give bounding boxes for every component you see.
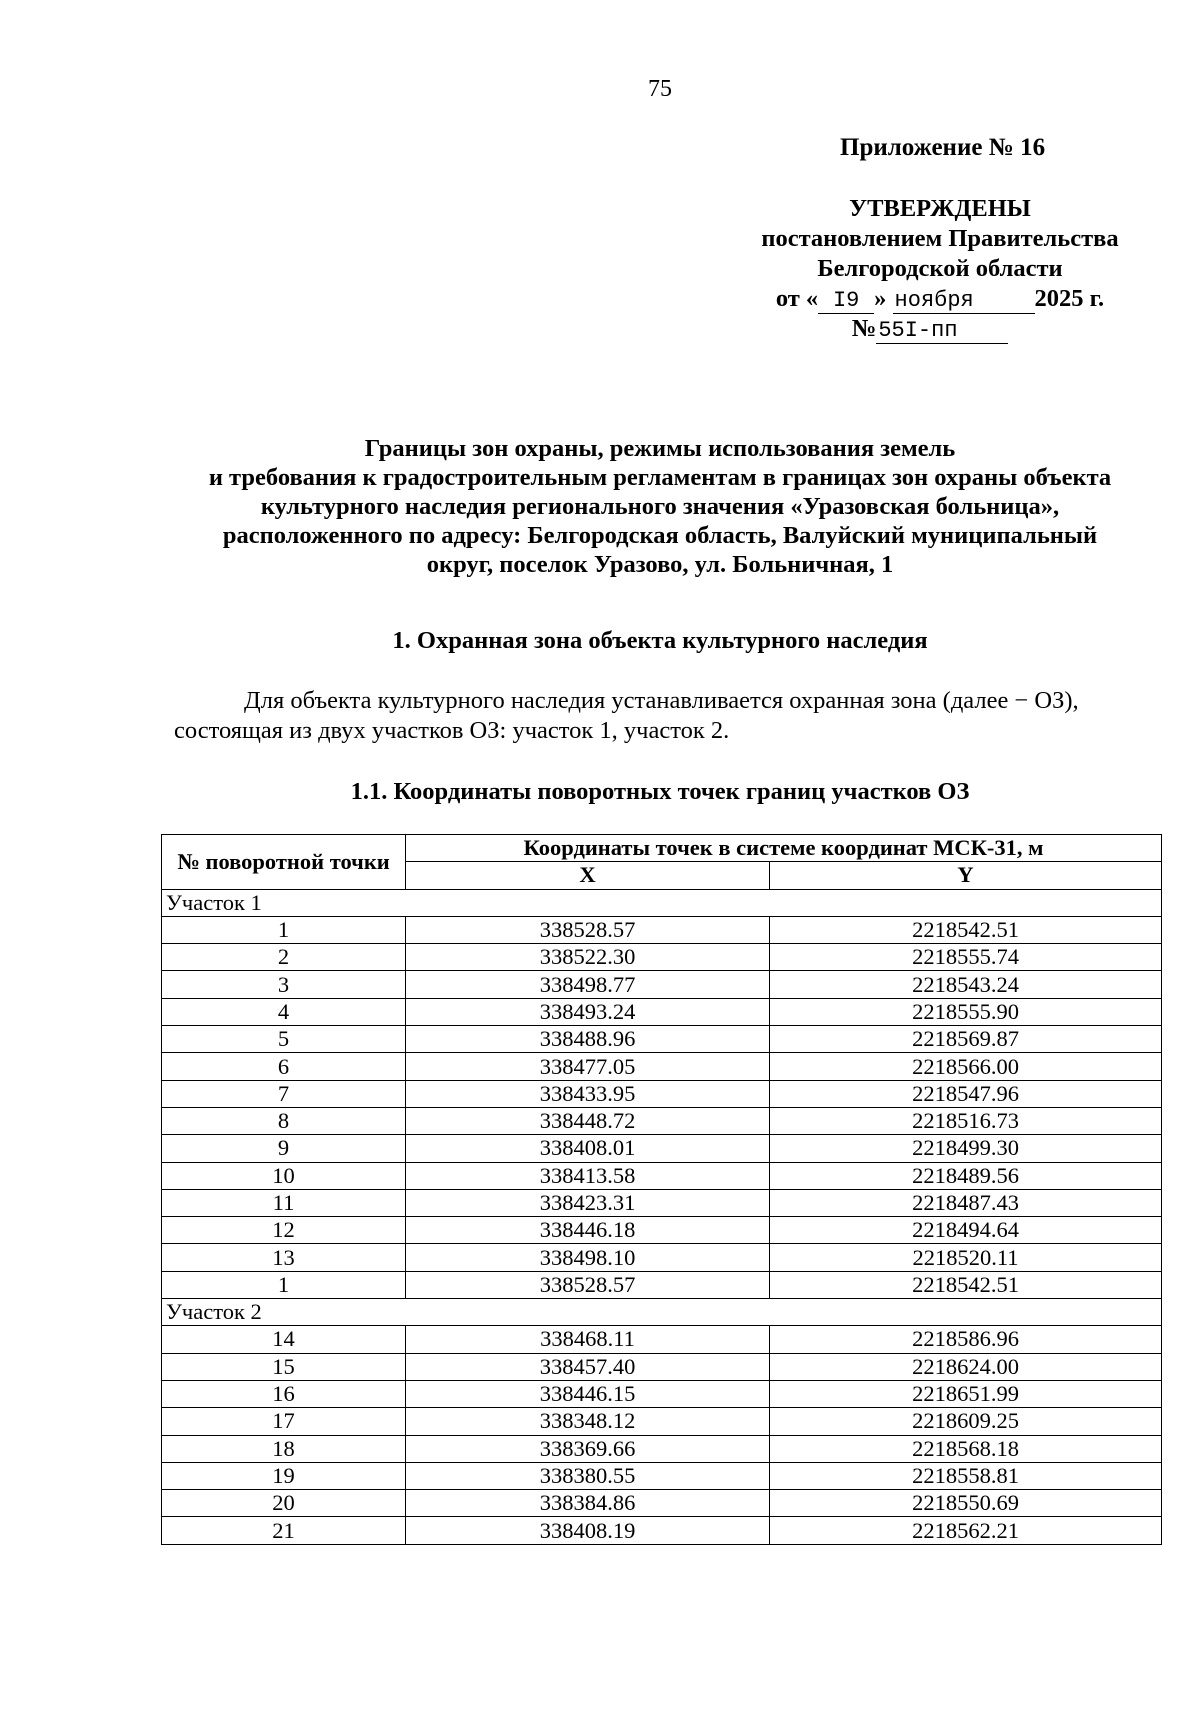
x-coordinate-cell: 338488.96 [406,1026,770,1053]
point-number-cell: 13 [162,1244,406,1271]
y-coordinate-cell: 2218547.96 [770,1080,1162,1107]
table-row [162,1244,1162,1271]
y-coordinate-cell: 2218568.18 [770,1435,1162,1462]
x-coordinate-cell: 338468.11 [406,1326,770,1353]
x-coordinate-cell: 338384.86 [406,1490,770,1517]
approval-date [740,284,1140,314]
x-coordinate-cell: 338380.55 [406,1462,770,1489]
paragraph-line-1-text: Для объекта культурного наследия устанавливается охранная зона (далее − ОЗ), [244,687,1079,714]
x-coordinate-cell: 338457.40 [406,1353,770,1380]
x-coordinate-cell: 338348.12 [406,1408,770,1435]
date-mid: » [874,285,887,312]
table-row [162,1326,1162,1353]
y-coordinate-cell: 2218489.56 [770,1162,1162,1189]
y-coordinate-cell: 2218624.00 [770,1353,1162,1380]
x-coordinate-cell: 338408.19 [406,1517,770,1544]
x-coordinate-cell: 338423.31 [406,1189,770,1216]
section-row [162,1299,1162,1326]
x-coordinate-cell: 338528.57 [406,1271,770,1298]
point-number-cell: 3 [162,971,406,998]
header-coordinates: Координаты точек в системе координат МСК-31, м [406,835,1162,862]
y-coordinate-cell: 2218555.74 [770,944,1162,971]
point-number-cell: 11 [162,1189,406,1216]
header-y: Y [770,862,1162,889]
y-coordinate-cell: 2218542.51 [770,1271,1162,1298]
point-number-cell: 19 [162,1462,406,1489]
point-number-cell: 9 [162,1135,406,1162]
y-coordinate-cell: 2218609.25 [770,1408,1162,1435]
point-number-cell: 7 [162,1080,406,1107]
section-label: Участок 1 [162,889,1162,916]
date-year: 2025 г. [1034,285,1105,312]
table-row [162,1408,1162,1435]
y-coordinate-cell: 2218569.87 [770,1026,1162,1053]
document-title-line: расположенного по адресу: Белгородская область, Валуйский муниципальный [222,522,1098,549]
x-coordinate-cell: 338528.57 [406,916,770,943]
coordinates-table [161,834,1162,1545]
point-number-cell: 17 [162,1408,406,1435]
y-coordinate-cell: 2218542.51 [770,916,1162,943]
point-number-cell: 14 [162,1326,406,1353]
paragraph-line-1 [174,686,1164,716]
x-coordinate-cell: 338448.72 [406,1107,770,1134]
document-title-line: округ, поселок Уразово, ул. Больничная, 1 [426,551,894,578]
y-coordinate-cell: 2218651.99 [770,1380,1162,1407]
y-coordinate-cell: 2218550.69 [770,1490,1162,1517]
date-prefix: от « [775,285,819,312]
x-coordinate-cell: 338433.95 [406,1080,770,1107]
page-number: 75 [648,76,672,102]
x-coordinate-cell: 338477.05 [406,1053,770,1080]
point-number-cell: 12 [162,1217,406,1244]
table-row [162,916,1162,943]
table-row [162,1380,1162,1407]
x-coordinate-cell: 338446.15 [406,1380,770,1407]
table-row [162,1162,1162,1189]
approval-number [740,314,1140,344]
paragraph-line-2: состоящая из двух участков ОЗ: участок 1, участок 2. [174,717,730,744]
x-coordinate-cell: 338498.77 [406,971,770,998]
table-body [162,889,1162,1544]
table-row [162,1135,1162,1162]
section-label: Участок 2 [162,1299,1162,1326]
point-number-cell: 2 [162,944,406,971]
approval-line-2: Белгородской области [817,255,1063,282]
number-value: 55I-пп [876,319,1008,344]
point-number-cell: 6 [162,1053,406,1080]
table-row [162,998,1162,1025]
y-coordinate-cell: 2218516.73 [770,1107,1162,1134]
point-number-cell: 10 [162,1162,406,1189]
x-coordinate-cell: 338369.66 [406,1435,770,1462]
y-coordinate-cell: 2218520.11 [770,1244,1162,1271]
number-prefix: № [851,315,877,342]
table-row [162,1271,1162,1298]
table-row [162,1435,1162,1462]
table-row [162,1462,1162,1489]
table-row [162,1026,1162,1053]
y-coordinate-cell: 2218543.24 [770,971,1162,998]
document-title-line: и требования к градостроительным регламентам в границах зон охраны объекта [208,464,1112,491]
intro-paragraph [174,686,1164,746]
table-row [162,1107,1162,1134]
y-coordinate-cell: 2218586.96 [770,1326,1162,1353]
y-coordinate-cell: 2218494.64 [770,1217,1162,1244]
header-point-number: № поворотной точки [162,835,406,890]
point-number-cell: 1 [162,916,406,943]
x-coordinate-cell: 338522.30 [406,944,770,971]
x-coordinate-cell: 338498.10 [406,1244,770,1271]
approval-block [740,194,1140,344]
section-row [162,889,1162,916]
table-row [162,1189,1162,1216]
x-coordinate-cell: 338446.18 [406,1217,770,1244]
approval-line-1: постановлением Правительства [761,225,1119,252]
header-x: X [406,862,770,889]
y-coordinate-cell: 2218487.43 [770,1189,1162,1216]
document-title-line: Границы зон охраны, режимы использования земель [364,435,956,462]
point-number-cell: 1 [162,1271,406,1298]
point-number-cell: 18 [162,1435,406,1462]
appendix-label: Приложение № 16 [840,134,1046,161]
document-title-line: культурного наследия регионального значения «Уразовская больница», [260,493,1060,520]
table-row [162,944,1162,971]
document-title [160,434,1160,579]
y-coordinate-cell: 2218562.21 [770,1517,1162,1544]
x-coordinate-cell: 338413.58 [406,1162,770,1189]
point-number-cell: 21 [162,1517,406,1544]
table-row [162,1517,1162,1544]
table-row [162,1217,1162,1244]
point-number-cell: 4 [162,998,406,1025]
table-row [162,1053,1162,1080]
date-month: ноября [893,289,1035,314]
y-coordinate-cell: 2218555.90 [770,998,1162,1025]
point-number-cell: 5 [162,1026,406,1053]
y-coordinate-cell: 2218499.30 [770,1135,1162,1162]
x-coordinate-cell: 338408.01 [406,1135,770,1162]
point-number-cell: 16 [162,1380,406,1407]
table-row [162,1080,1162,1107]
subsection-heading: 1.1. Координаты поворотных точек границ участков ОЗ [350,778,970,805]
table-row [162,971,1162,998]
table-row [162,1490,1162,1517]
table-row [162,1353,1162,1380]
point-number-cell: 8 [162,1107,406,1134]
y-coordinate-cell: 2218566.00 [770,1053,1162,1080]
date-day: I9 [818,289,874,314]
section-heading: 1. Охранная зона объекта культурного наследия [392,627,928,654]
point-number-cell: 15 [162,1353,406,1380]
y-coordinate-cell: 2218558.81 [770,1462,1162,1489]
x-coordinate-cell: 338493.24 [406,998,770,1025]
approval-title: УТВЕРЖДЕНЫ [849,195,1031,222]
point-number-cell: 20 [162,1490,406,1517]
